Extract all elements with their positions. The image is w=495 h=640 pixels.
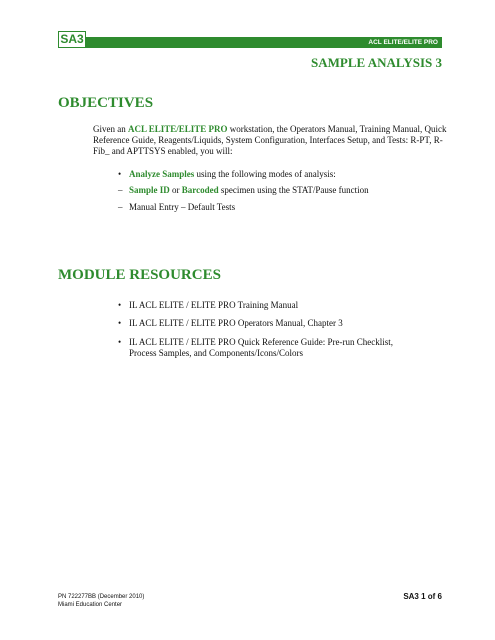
- dash-marker: –: [118, 202, 123, 212]
- bullet-marker: •: [118, 300, 122, 310]
- resource-item-text: IL ACL ELITE / ELITE PRO Quick Reference Guide: Pre-run Checklist, Process Samples, and Components/Icons/Colors: [129, 337, 394, 358]
- intro-product: ACL ELITE/ELITE PRO: [128, 124, 228, 134]
- objectives-intro: [93, 124, 453, 157]
- subitem-2-text: Manual Entry – Default Tests: [129, 202, 236, 212]
- page-number: SA3 1 of 6: [403, 592, 442, 601]
- bullet-marker: •: [118, 169, 122, 179]
- objectives-heading: OBJECTIVES: [58, 95, 154, 111]
- module-resources-heading: MODULE RESOURCES: [58, 267, 221, 283]
- resource-item-text: IL ACL ELITE / ELITE PRO Operators Manual, Chapter 3: [129, 318, 343, 328]
- resource-item-text: IL ACL ELITE / ELITE PRO Training Manual: [129, 300, 299, 310]
- subitem-1-text: [129, 185, 459, 196]
- part-number: PN 722277BB (December 2010): [58, 594, 145, 600]
- education-center: Miami Education Center: [58, 602, 123, 608]
- footer: [58, 593, 144, 609]
- header-bar: [86, 37, 442, 48]
- bullet-marker: •: [118, 337, 122, 347]
- bullet-rest: using the following modes of analysis:: [194, 169, 336, 179]
- subitem-1-rest: specimen using the STAT/Pause function: [218, 185, 369, 195]
- analyze-samples-label: Analyze Samples: [129, 169, 195, 179]
- module-code-badge: SA3: [58, 31, 86, 48]
- or-text: or: [169, 185, 182, 195]
- bullet-marker: •: [118, 318, 122, 328]
- product-name: ACL ELITE/ELITE PRO: [368, 39, 438, 46]
- objective-bullet-text: [129, 169, 459, 180]
- page-title: SAMPLE ANALYSIS 3: [310, 55, 442, 70]
- intro-pre: Given an: [93, 124, 128, 134]
- intro-post: workstation, the Operators Manual, Training Manual, Quick Reference Guide, Reagents/Liquids, System Configuration, Interfaces Setup, and Tests: R-PT, R-Fib_ and APTTSYS enabled, you will:: [93, 124, 447, 156]
- barcoded-label: Barcoded: [181, 185, 219, 195]
- sample-id-label: Sample ID: [129, 185, 170, 195]
- dash-marker: –: [118, 185, 123, 195]
